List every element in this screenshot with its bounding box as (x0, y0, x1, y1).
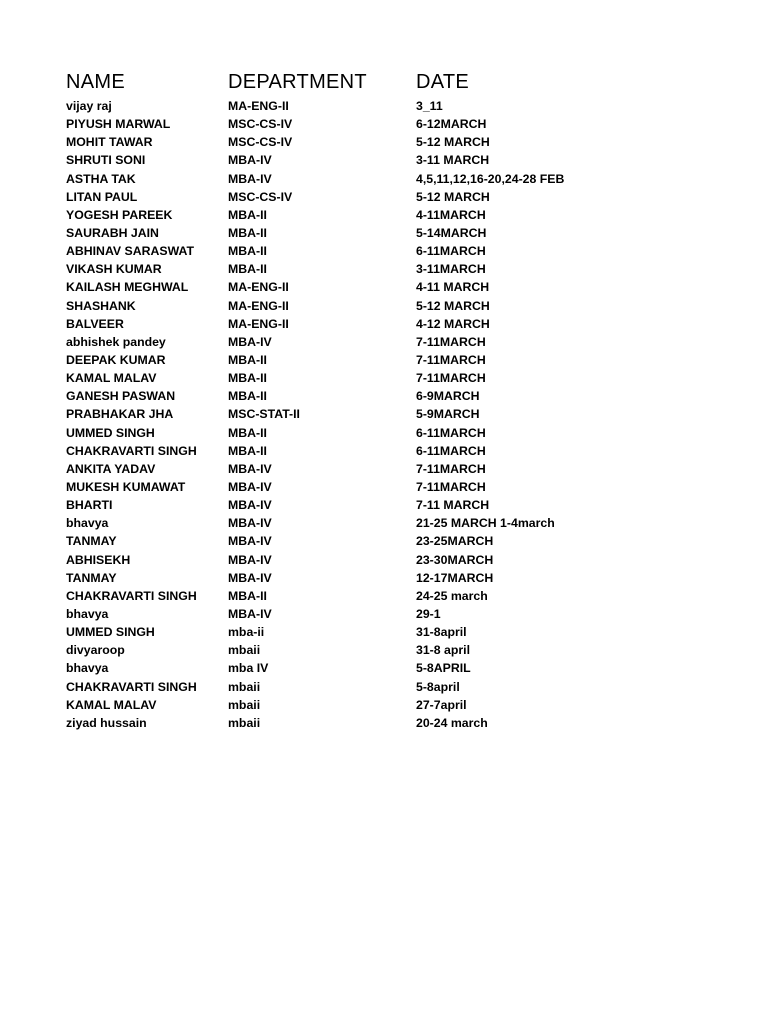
cell-name: MOHIT TAWAR (66, 135, 153, 150)
table-row (66, 333, 756, 351)
cell-department: MBA-II (228, 262, 267, 277)
cell-date: 7-11MARCH (416, 461, 486, 476)
cell-name: TANMAY (66, 570, 117, 585)
cell-name: UMMED SINGH (66, 625, 155, 640)
cell-date: 3-11MARCH (416, 262, 486, 277)
cell-department: MBA-IV (228, 334, 272, 349)
cell-date: 3-11 MARCH (416, 153, 490, 168)
cell-name: KAMAL MALAV (66, 371, 157, 386)
cell-name: VIKASH KUMAR (66, 262, 162, 277)
header-department: DEPARTMENT (228, 71, 367, 93)
table-row (66, 387, 756, 405)
table-row (66, 460, 756, 478)
cell-name: ABHISEKH (66, 552, 131, 567)
cell-name: bhavya (66, 516, 109, 531)
cell-date: 3_11 (416, 99, 443, 113)
table-row (66, 224, 756, 242)
cell-date: 6-11MARCH (416, 443, 486, 458)
table-row (66, 569, 756, 587)
cell-name: DEEPAK KUMAR (66, 352, 166, 367)
cell-department: mba IV (228, 661, 269, 676)
cell-date: 7-11MARCH (416, 371, 486, 386)
cell-date: 7-11 MARCH (416, 498, 490, 513)
cell-date: 7-11MARCH (416, 479, 486, 494)
cell-date: 7-11MARCH (416, 352, 486, 367)
table-row (66, 369, 756, 387)
cell-department: MBA-IV (228, 171, 272, 186)
table-row (66, 278, 756, 296)
header-date: DATE (416, 71, 470, 93)
cell-name: SAURABH JAIN (66, 225, 159, 240)
cell-name: ABHINAV SARASWAT (66, 244, 194, 259)
cell-date: 5-8april (416, 679, 460, 694)
cell-name: KAILASH MEGHWAL (66, 280, 189, 295)
table-row (66, 424, 756, 442)
cell-department: MBA-II (228, 425, 267, 440)
table-row (66, 351, 756, 369)
table-row (66, 478, 756, 496)
cell-date: 5-12 MARCH (416, 189, 490, 204)
cell-date: 6-12MARCH (416, 117, 487, 132)
cell-department: mbaii (228, 679, 261, 694)
table-row (66, 133, 756, 151)
table-row (66, 514, 756, 532)
cell-name: BALVEER (66, 316, 124, 331)
table-row (66, 442, 756, 460)
cell-department: MBA-II (228, 244, 267, 259)
cell-name: TANMAY (66, 534, 117, 549)
cell-date: 5-8APRIL (416, 661, 471, 676)
cell-department: MBA-IV (228, 516, 272, 531)
cell-department: MBA-IV (228, 552, 272, 567)
cell-date: 5-12 MARCH (416, 135, 490, 150)
cell-name: ASTHA TAK (66, 171, 136, 186)
table-row (66, 206, 756, 224)
table-row (66, 714, 756, 732)
header-row (66, 68, 756, 96)
cell-department: MSC-CS-IV (228, 189, 293, 204)
cell-date: 4-12 MARCH (416, 316, 490, 331)
cell-department: MBA-II (228, 371, 267, 386)
table-row (66, 605, 756, 623)
cell-department: MSC-STAT-II (228, 407, 300, 422)
header-name: NAME (66, 71, 125, 93)
cell-name: KAMAL MALAV (66, 697, 157, 712)
table-row (66, 532, 756, 550)
cell-name: ANKITA YADAV (66, 461, 156, 476)
cell-name: abhishek pandey (66, 334, 166, 349)
cell-date: 6-9MARCH (416, 389, 480, 404)
cell-name: PRABHAKAR JHA (66, 407, 174, 422)
cell-department: mbaii (228, 697, 261, 712)
cell-department: MA-ENG-II (228, 280, 289, 295)
cell-name: MUKESH KUMAWAT (66, 479, 186, 494)
cell-date: 6-11MARCH (416, 244, 486, 259)
cell-name: GANESH PASWAN (66, 389, 176, 404)
cell-department: MBA-IV (228, 479, 272, 494)
cell-name: UMMED SINGH (66, 425, 155, 440)
cell-department: MBA-IV (228, 153, 272, 168)
table-row (66, 242, 756, 260)
cell-name: PIYUSH MARWAL (66, 117, 171, 132)
cell-name: ziyad hussain (66, 715, 147, 730)
cell-department: MBA-IV (228, 606, 272, 621)
cell-date: 5-9MARCH (416, 407, 480, 422)
cell-date: 29-1 (416, 606, 441, 621)
table-row (66, 551, 756, 569)
cell-date: 23-30MARCH (416, 552, 494, 567)
cell-date: 27-7april (416, 697, 467, 712)
cell-name: CHAKRAVARTI SINGH (66, 588, 197, 603)
table-row (66, 297, 756, 315)
cell-date: 5-12 MARCH (416, 298, 490, 313)
cell-department: MBA-II (228, 225, 267, 240)
cell-department: MBA-IV (228, 570, 272, 585)
table-row (66, 659, 756, 677)
cell-date: 6-11MARCH (416, 425, 486, 440)
cell-department: MA-ENG-II (228, 298, 289, 313)
cell-date: 31-8april (416, 625, 467, 640)
table-row (66, 188, 756, 206)
spreadsheet-sheet (66, 68, 756, 732)
cell-name: bhavya (66, 606, 109, 621)
table-row (66, 97, 756, 115)
cell-date: 5-14MARCH (416, 225, 487, 240)
cell-name: LITAN PAUL (66, 189, 138, 204)
cell-department: MBA-II (228, 443, 267, 458)
cell-name: divyaroop (66, 643, 125, 658)
cell-name: CHAKRAVARTI SINGH (66, 679, 197, 694)
cell-department: MSC-CS-IV (228, 135, 293, 150)
cell-name: BHARTI (66, 498, 113, 513)
cell-name: CHAKRAVARTI SINGH (66, 443, 197, 458)
cell-date: 4-11MARCH (416, 207, 486, 222)
cell-date: 24-25 march (416, 588, 488, 603)
cell-department: MBA-IV (228, 534, 272, 549)
cell-department: MA-ENG-II (228, 316, 289, 331)
cell-date: 23-25MARCH (416, 534, 494, 549)
table-row (66, 496, 756, 514)
cell-name: SHASHANK (66, 298, 136, 313)
cell-date: 31-8 april (416, 643, 470, 658)
cell-department: MBA-II (228, 352, 267, 367)
cell-department: MA-ENG-II (228, 99, 289, 113)
table-row (66, 405, 756, 423)
table-row (66, 587, 756, 605)
cell-date: 20-24 march (416, 715, 488, 730)
cell-name: bhavya (66, 661, 109, 676)
cell-date: 21-25 MARCH 1-4march (416, 516, 555, 531)
table-row (66, 315, 756, 333)
cell-date: 12-17MARCH (416, 570, 494, 585)
cell-department: mbaii (228, 643, 261, 658)
cell-department: MSC-CS-IV (228, 117, 293, 132)
cell-department: MBA-IV (228, 498, 272, 513)
table-row (66, 678, 756, 696)
cell-date: 7-11MARCH (416, 334, 486, 349)
table-row (66, 115, 756, 133)
cell-department: MBA-II (228, 588, 267, 603)
table-body (66, 97, 756, 732)
cell-department: MBA-II (228, 207, 267, 222)
cell-name: vijay raj (66, 99, 112, 113)
table-row (66, 623, 756, 641)
cell-department: mba-ii (228, 625, 265, 640)
cell-date: 4-11 MARCH (416, 280, 490, 295)
cell-name: SHRUTI SONI (66, 153, 146, 168)
cell-department: mbaii (228, 715, 261, 730)
cell-department: MBA-II (228, 389, 267, 404)
cell-name: YOGESH PAREEK (66, 207, 173, 222)
table-row (66, 151, 756, 169)
table-row (66, 260, 756, 278)
table-row (66, 170, 756, 188)
cell-department: MBA-IV (228, 461, 272, 476)
table-row (66, 696, 756, 714)
table-row (66, 641, 756, 659)
cell-date: 4,5,11,12,16-20,24-28 FEB (416, 171, 565, 186)
